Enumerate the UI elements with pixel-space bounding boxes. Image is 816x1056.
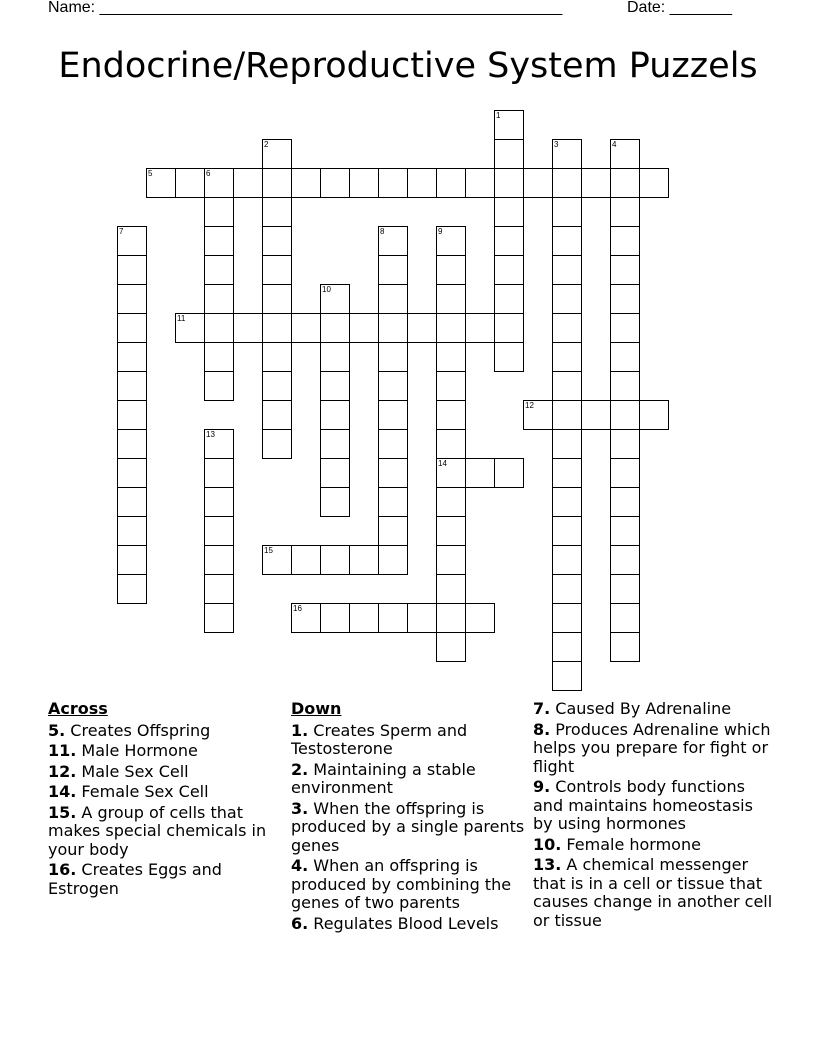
- crossword-cell[interactable]: [436, 458, 466, 488]
- crossword-cell[interactable]: [233, 313, 263, 343]
- crossword-cell[interactable]: [117, 545, 147, 575]
- crossword-cell[interactable]: [552, 545, 582, 575]
- crossword-cell[interactable]: [610, 487, 640, 517]
- clue-down-9: 9. Controls body functions and maintains homeostasis by using hormones: [533, 777, 753, 833]
- crossword-cell[interactable]: [320, 545, 350, 575]
- crossword-cell[interactable]: [436, 632, 466, 662]
- crossword-cell[interactable]: [378, 342, 408, 372]
- crossword-cell[interactable]: [610, 545, 640, 575]
- across-heading: Across: [48, 699, 108, 718]
- crossword-cell[interactable]: [204, 458, 234, 488]
- crossword-cell[interactable]: [291, 545, 321, 575]
- crossword-cell[interactable]: [610, 255, 640, 285]
- crossword-cell[interactable]: [552, 458, 582, 488]
- crossword-cell[interactable]: [552, 342, 582, 372]
- crossword-cell[interactable]: [639, 168, 669, 198]
- crossword-cell[interactable]: [349, 545, 379, 575]
- crossword-cell[interactable]: [320, 168, 350, 198]
- crossword-cell[interactable]: [204, 603, 234, 633]
- clue-number: 10: [322, 285, 331, 294]
- crossword-cell[interactable]: [262, 255, 292, 285]
- crossword-cell[interactable]: [610, 197, 640, 227]
- crossword-cell[interactable]: [204, 342, 234, 372]
- crossword-cell[interactable]: [436, 400, 466, 430]
- crossword-cell[interactable]: [494, 284, 524, 314]
- crossword-cell[interactable]: [204, 226, 234, 256]
- crossword-cell[interactable]: [378, 313, 408, 343]
- page-title: Endocrine/Reproductive System Puzzels: [58, 46, 758, 86]
- clue-number: 16: [293, 604, 302, 613]
- crossword-cell[interactable]: [262, 139, 292, 169]
- crossword-cell[interactable]: [262, 284, 292, 314]
- crossword-cell[interactable]: [291, 603, 321, 633]
- crossword-cell[interactable]: [610, 371, 640, 401]
- crossword-cell[interactable]: [610, 632, 640, 662]
- crossword-cell[interactable]: [320, 284, 350, 314]
- crossword-cell[interactable]: [436, 545, 466, 575]
- clue-number: 11: [177, 314, 186, 323]
- crossword-cell[interactable]: [494, 458, 524, 488]
- crossword-cell[interactable]: [523, 168, 553, 198]
- crossword-cell[interactable]: [262, 545, 292, 575]
- crossword-cell[interactable]: [320, 313, 350, 343]
- crossword-cell[interactable]: [117, 487, 147, 517]
- crossword-cell[interactable]: [262, 400, 292, 430]
- clue-number: 9: [438, 227, 443, 236]
- crossword-cell[interactable]: [262, 226, 292, 256]
- clue-down-8: 8. Produces Adrenaline which helps you prepare for fight or flight: [533, 719, 771, 776]
- crossword-cell[interactable]: [204, 429, 234, 459]
- crossword-cell[interactable]: [552, 603, 582, 633]
- crossword-cell[interactable]: [552, 226, 582, 256]
- crossword-cell[interactable]: [494, 110, 524, 140]
- crossword-cell[interactable]: [349, 603, 379, 633]
- crossword-cell[interactable]: [610, 458, 640, 488]
- crossword-cell[interactable]: [407, 168, 437, 198]
- crossword-cell[interactable]: [494, 168, 524, 198]
- clue-number: 1: [496, 111, 501, 120]
- crossword-cell[interactable]: [204, 545, 234, 575]
- crossword-cell[interactable]: [436, 255, 466, 285]
- crossword-cell[interactable]: [204, 313, 234, 343]
- crossword-cell[interactable]: [610, 226, 640, 256]
- crossword-cell[interactable]: [204, 197, 234, 227]
- crossword-cell[interactable]: [552, 168, 582, 198]
- clue-number: 14: [438, 459, 447, 468]
- crossword-cell[interactable]: [494, 342, 524, 372]
- crossword-cell[interactable]: [204, 168, 234, 198]
- crossword-cell[interactable]: [552, 313, 582, 343]
- crossword-cell[interactable]: [610, 603, 640, 633]
- crossword-cell[interactable]: [581, 168, 611, 198]
- crossword-cell[interactable]: [378, 284, 408, 314]
- crossword-cell[interactable]: [610, 516, 640, 546]
- crossword-cell[interactable]: [117, 313, 147, 343]
- crossword-cell[interactable]: [552, 661, 582, 691]
- crossword-cell[interactable]: [610, 400, 640, 430]
- crossword-cell[interactable]: [610, 313, 640, 343]
- crossword-cell[interactable]: [494, 255, 524, 285]
- crossword-cell[interactable]: [552, 139, 582, 169]
- clue-down-3: 3. When the offspring is produced by a single parents genes: [291, 798, 525, 855]
- date-field-label: Date: _______: [627, 0, 732, 16]
- crossword-cell[interactable]: [552, 197, 582, 227]
- crossword-cell[interactable]: [378, 487, 408, 517]
- crossword-cell[interactable]: [523, 400, 553, 430]
- crossword-cell[interactable]: [378, 168, 408, 198]
- crossword-cell[interactable]: [436, 516, 466, 546]
- crossword-cell[interactable]: [262, 197, 292, 227]
- down-clues-continued: [533, 700, 773, 932]
- crossword-cell[interactable]: [320, 429, 350, 459]
- clue-number: 3: [554, 140, 559, 149]
- clue-across-12: 12. Male Sex Cell: [48, 761, 189, 781]
- crossword-cell[interactable]: [610, 139, 640, 169]
- crossword-cell[interactable]: [552, 574, 582, 604]
- clue-across-11: 11. Male Hormone: [48, 741, 198, 760]
- clue-number: 4: [612, 140, 617, 149]
- crossword-cell[interactable]: [262, 342, 292, 372]
- crossword-cell[interactable]: [436, 342, 466, 372]
- crossword-cell[interactable]: [552, 284, 582, 314]
- clue-number: 15: [264, 546, 273, 555]
- clue-across-15: 15. A group of cells that makes special chemicals in your body: [48, 802, 267, 859]
- crossword-cell[interactable]: [610, 342, 640, 372]
- clue-number: 8: [380, 227, 385, 236]
- crossword-cell[interactable]: [175, 313, 205, 343]
- crossword-cell[interactable]: [378, 371, 408, 401]
- crossword-cell[interactable]: [465, 603, 495, 633]
- clue-down-10: 10. Female hormone: [533, 834, 701, 854]
- crossword-cell[interactable]: [552, 429, 582, 459]
- down-heading: Down: [291, 699, 342, 718]
- clue-number: 6: [206, 169, 211, 178]
- crossword-cell[interactable]: [436, 284, 466, 314]
- crossword-cell[interactable]: [349, 313, 379, 343]
- crossword-cell[interactable]: [146, 168, 176, 198]
- crossword-cell[interactable]: [465, 168, 495, 198]
- crossword-cell[interactable]: [117, 516, 147, 546]
- crossword-cell[interactable]: [262, 313, 292, 343]
- crossword-cell[interactable]: [552, 371, 582, 401]
- crossword-cell[interactable]: [436, 429, 466, 459]
- crossword-cell[interactable]: [610, 284, 640, 314]
- crossword-cell[interactable]: [494, 313, 524, 343]
- crossword-cell[interactable]: [610, 429, 640, 459]
- crossword-cell[interactable]: [117, 342, 147, 372]
- crossword-cell[interactable]: [494, 197, 524, 227]
- crossword-cell[interactable]: [378, 603, 408, 633]
- crossword-cell[interactable]: [378, 516, 408, 546]
- clue-down-13: 13. A chemical messenger that is in a cell or tissue that causes change in another cell or tissue: [533, 855, 773, 930]
- crossword-cell[interactable]: [204, 255, 234, 285]
- crossword-cell[interactable]: [552, 255, 582, 285]
- crossword-cell[interactable]: [117, 429, 147, 459]
- crossword-cell[interactable]: [494, 226, 524, 256]
- crossword-cell[interactable]: [494, 139, 524, 169]
- clue-down-4: 4. When an offspring is produced by combining the genes of two parents: [291, 856, 512, 912]
- crossword-cell[interactable]: [291, 168, 321, 198]
- clue-across-14: 14. Female Sex Cell: [48, 782, 209, 801]
- crossword-cell[interactable]: [320, 603, 350, 633]
- crossword-cell[interactable]: [552, 487, 582, 517]
- down-clues: [291, 700, 525, 935]
- crossword-cell[interactable]: [320, 458, 350, 488]
- crossword-cell[interactable]: [320, 487, 350, 517]
- clue-number: 7: [119, 227, 124, 236]
- crossword-cell[interactable]: [117, 284, 147, 314]
- crossword-cell[interactable]: [407, 603, 437, 633]
- clue-number: 2: [264, 140, 269, 149]
- name-field-label: Name: ____________________________________________________: [48, 0, 563, 16]
- crossword-cell[interactable]: [378, 255, 408, 285]
- crossword-cell[interactable]: [436, 313, 466, 343]
- clue-across-16: 16. Creates Eggs and Estrogen: [48, 860, 222, 898]
- crossword-cell[interactable]: [262, 429, 292, 459]
- crossword-cell[interactable]: [378, 458, 408, 488]
- crossword-cell[interactable]: [378, 226, 408, 256]
- crossword-cell[interactable]: [117, 371, 147, 401]
- clue-number: 5: [148, 169, 153, 178]
- crossword-cell[interactable]: [262, 371, 292, 401]
- crossword-cell[interactable]: [378, 400, 408, 430]
- crossword-cell[interactable]: [204, 284, 234, 314]
- clue-number: 12: [525, 401, 534, 410]
- crossword-cell[interactable]: [436, 226, 466, 256]
- crossword-cell[interactable]: [610, 168, 640, 198]
- crossword-cell[interactable]: [436, 574, 466, 604]
- crossword-cell[interactable]: [117, 574, 147, 604]
- crossword-cell[interactable]: [117, 458, 147, 488]
- crossword-cell[interactable]: [610, 574, 640, 604]
- crossword-cell[interactable]: [378, 429, 408, 459]
- crossword-cell[interactable]: [407, 313, 437, 343]
- clue-across-5: 5. Creates Offspring: [48, 720, 211, 740]
- crossword-cell[interactable]: [117, 226, 147, 256]
- clue-down-7: 7. Caused By Adrenaline: [533, 699, 732, 718]
- crossword-cell[interactable]: [204, 487, 234, 517]
- crossword-cell[interactable]: [233, 168, 263, 198]
- crossword-cell[interactable]: [465, 458, 495, 488]
- across-clues: [48, 700, 280, 900]
- crossword-cell[interactable]: [320, 371, 350, 401]
- crossword-cell[interactable]: [204, 371, 234, 401]
- crossword-cell[interactable]: [117, 400, 147, 430]
- clue-number: 13: [206, 430, 215, 439]
- crossword-cell[interactable]: [204, 574, 234, 604]
- crossword-cell[interactable]: [378, 545, 408, 575]
- crossword-cell[interactable]: [320, 400, 350, 430]
- clue-down-2: 2. Maintaining a stable environment: [291, 759, 476, 797]
- crossword-cell[interactable]: [349, 168, 379, 198]
- crossword-cell[interactable]: [291, 313, 321, 343]
- crossword-cell[interactable]: [117, 255, 147, 285]
- crossword-cell[interactable]: [552, 516, 582, 546]
- crossword-cell[interactable]: [436, 603, 466, 633]
- crossword-cell[interactable]: [581, 400, 611, 430]
- crossword-cell[interactable]: [175, 168, 205, 198]
- crossword-cell[interactable]: [552, 400, 582, 430]
- crossword-cell[interactable]: [436, 371, 466, 401]
- clue-down-6: 6. Regulates Blood Levels: [291, 913, 499, 933]
- clue-down-1: 1. Creates Sperm and Testosterone: [291, 720, 468, 758]
- crossword-cell[interactable]: [262, 168, 292, 198]
- crossword-cell[interactable]: [639, 400, 669, 430]
- crossword-cell[interactable]: [552, 632, 582, 662]
- crossword-cell[interactable]: [320, 342, 350, 372]
- crossword-cell[interactable]: [465, 313, 495, 343]
- crossword-cell[interactable]: [436, 168, 466, 198]
- crossword-cell[interactable]: [204, 516, 234, 546]
- crossword-cell[interactable]: [436, 487, 466, 517]
